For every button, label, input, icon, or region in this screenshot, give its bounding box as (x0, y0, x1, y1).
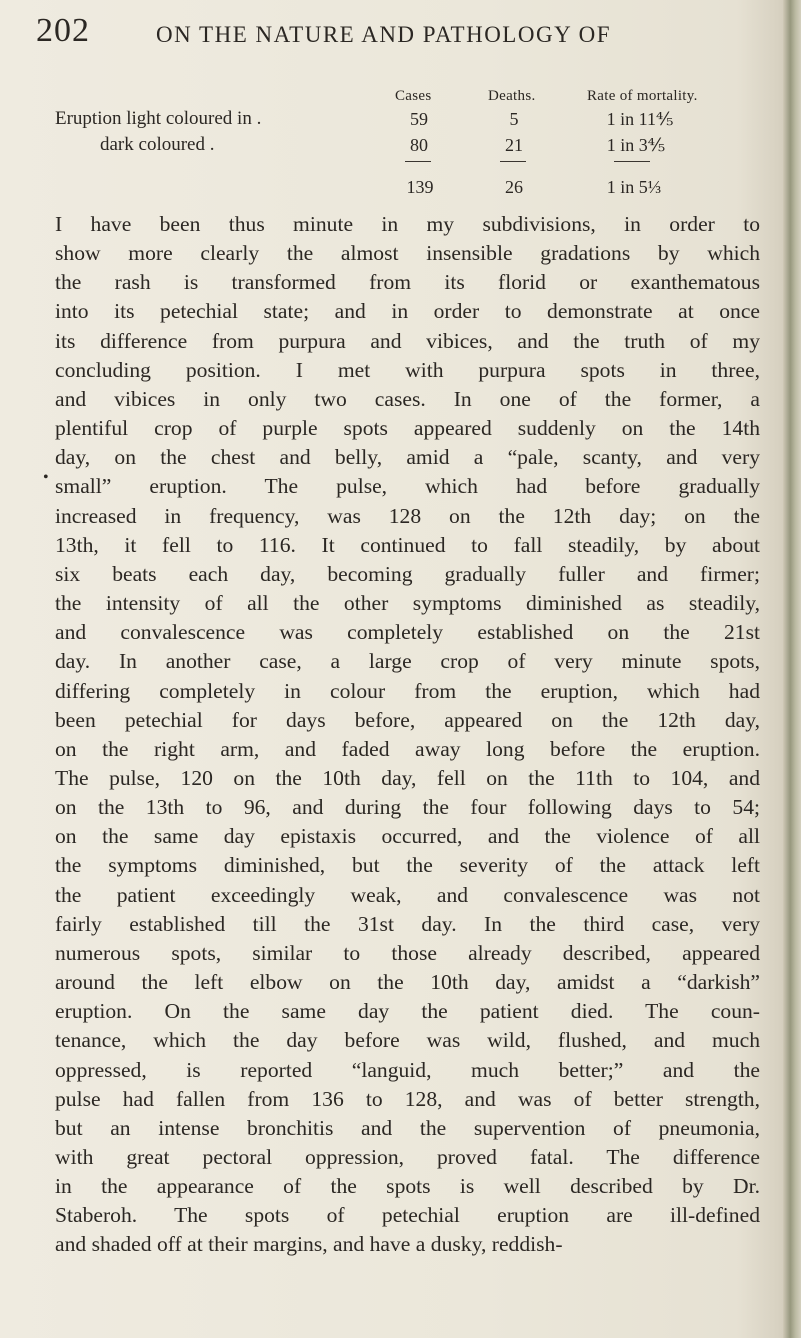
margin-mark: • (43, 469, 49, 486)
text-line: six beats each day, becoming gradually fuller and firmer; (55, 561, 760, 586)
column-header-rate: Rate of mortality. (587, 88, 698, 104)
cell-dark-rate: 1 in 3⅘ (606, 135, 666, 155)
text-line: and vibices in only two cases. In one of the former, a (55, 386, 760, 411)
cell-light-cases: 59 (410, 109, 428, 129)
text-line: the patient exceedingly weak, and convalescence was not (55, 882, 760, 907)
total-rule-cases (405, 161, 431, 162)
body-paragraph (55, 210, 760, 1260)
text-line: its difference from purpura and vibices, and the truth of my (55, 328, 760, 353)
text-line: and shaded off at their margins, and have a dusky, reddish- (55, 1232, 563, 1257)
text-line: with great pectoral oppression, proved fatal. The difference (55, 1145, 760, 1169)
text-line: The pulse, 120 on the 10th day, fell on the 11th to 104, and (55, 765, 760, 790)
text-line: on the same day epistaxis occurred, and the violence of all (55, 824, 760, 849)
text-line: on the 13th to 96, and during the four following days to 54; (55, 795, 760, 820)
text-line: tenance, which the day before was wild, flushed, and much (55, 1028, 760, 1053)
text-line: around the left elbow on the 10th day, amidst a “darkish” (55, 970, 760, 995)
text-line: 13th, it fell to 116. It continued to fall steadily, by about (55, 532, 760, 557)
text-line: pulse had fallen from 136 to 128, and was of better strength, (55, 1086, 760, 1111)
row-label-dark: dark coloured . (100, 134, 215, 155)
text-line: day. In another case, a large crop of very minute spots, (55, 649, 760, 674)
text-line: increased in frequency, was 128 on the 12th day; on the (55, 503, 760, 528)
column-header-cases: Cases (395, 88, 432, 104)
cell-total-deaths: 26 (505, 177, 523, 197)
running-title: ON THE NATURE AND PATHOLOGY OF (156, 22, 611, 47)
text-line: show more clearly the almost insensible gradations by which (55, 241, 760, 266)
total-rule-deaths (500, 161, 526, 162)
text-line: into its petechial state; and in order to demonstrate at once (55, 299, 760, 324)
text-line: but an intense bronchitis and the supervention of pneumonia, (55, 1115, 760, 1140)
text-line: eruption. On the same day the patient died. The coun- (55, 999, 760, 1024)
text-line: day, on the chest and belly, amid a “pale, scanty, and very (55, 445, 760, 470)
cell-total-rate: 1 in 5⅓ (606, 177, 662, 197)
text-line: on the right arm, and faded away long before the eruption. (55, 736, 760, 761)
page-number: 202 (36, 12, 90, 49)
text-line: fairly established till the 31st day. In the third case, very (55, 911, 760, 936)
cell-dark-deaths: 21 (505, 135, 523, 155)
row-label-light: Eruption light coloured in . (55, 108, 262, 129)
text-line: in the appearance of the spots is well described by Dr. (55, 1174, 760, 1199)
text-line: the symptoms diminished, but the severity of the attack left (55, 853, 760, 878)
cell-total-cases: 139 (406, 177, 434, 197)
cell-light-rate: 1 in 11⅘ (606, 109, 674, 129)
page-header (36, 12, 776, 58)
text-line: oppressed, is reported “languid, much better;” and the (55, 1057, 760, 1082)
text-line: been petechial for days before, appeared on the 12th day, (55, 707, 760, 732)
cell-light-deaths: 5 (509, 109, 519, 129)
text-line: differing completely in colour from the eruption, which had (55, 678, 760, 703)
text-line: I have been thus minute in my subdivisions, in order to (55, 212, 760, 236)
total-rule-rate (614, 161, 650, 162)
text-line: the rash is transformed from its florid or exanthematous (55, 270, 760, 295)
text-line: the intensity of all the other symptoms diminished as steadily, (55, 591, 760, 616)
column-header-deaths: Deaths. (488, 88, 536, 104)
cell-dark-cases: 80 (410, 135, 428, 155)
text-line: numerous spots, similar to those already described, appeared (55, 940, 760, 965)
mortality-table (0, 88, 801, 216)
text-line: plentiful crop of purple spots appeared suddenly on the 14th (55, 416, 760, 441)
text-line: and convalescence was completely established on the 21st (55, 620, 760, 645)
text-line: concluding position. I met with purpura spots in three, (55, 357, 760, 382)
text-line: small” eruption. The pulse, which had before gradually (55, 474, 760, 499)
text-line: Staberoh. The spots of petechial eruption are ill-defined (55, 1203, 760, 1228)
